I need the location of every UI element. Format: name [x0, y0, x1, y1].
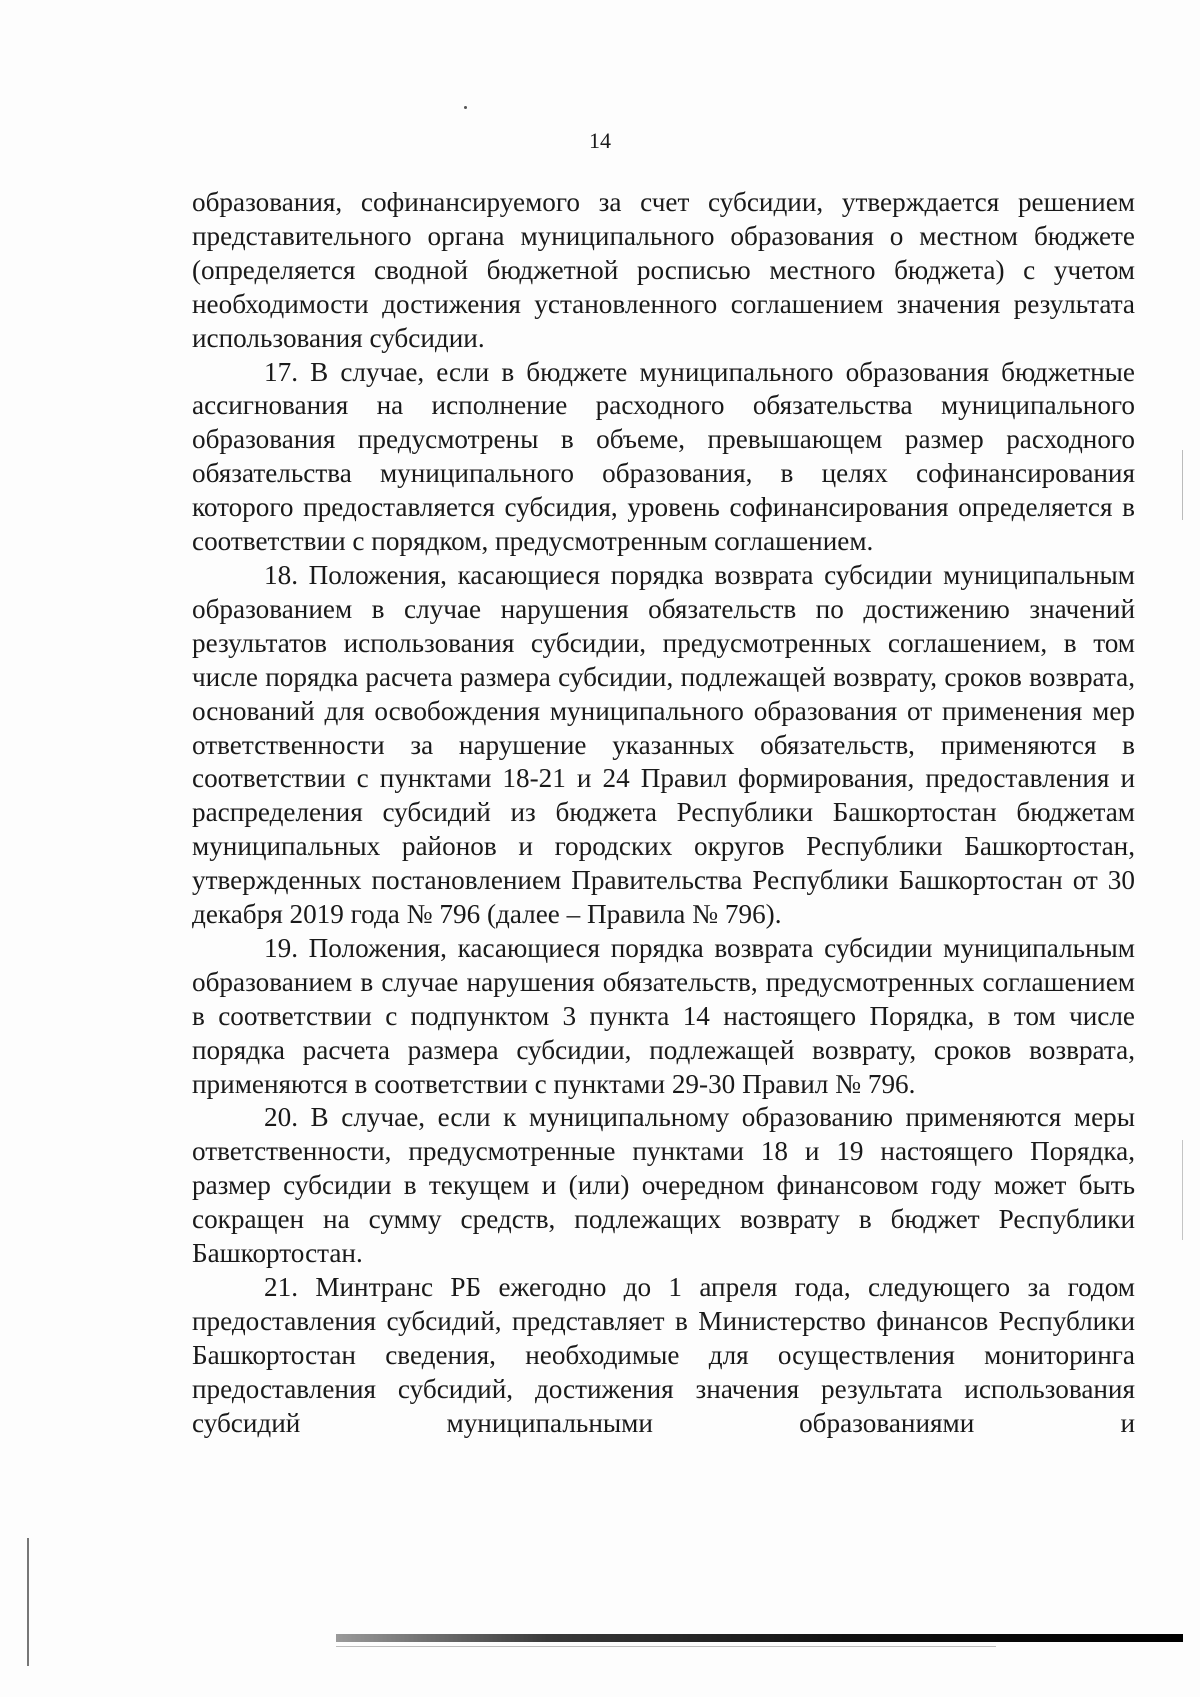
- scan-bottom-line: [336, 1646, 996, 1647]
- scan-edge-line: [1182, 1140, 1183, 1240]
- scan-edge-line: [1182, 450, 1183, 520]
- paragraph-20: 20. В случае, если к муниципальному образованию применяются меры ответственности, предусмотренные пунктами 18 и 19 настоящего Порядка, размер субсидии в текущем и (или) очередном финансовом году может быть сокращен на сумму средств, подлежащих возврату в бюджет Республики Башкортостан.: [192, 1102, 1135, 1269]
- document-body: [192, 186, 1135, 1441]
- paragraph-19: 19. Положения, касающиеся порядка возврата субсидии муниципальным образованием в случае нарушения обязательств, предусмотренных соглашением в соответствии с подпунктом 3 пункта 14 настоящего Порядка, в том числе порядка расчета размера субсидии, подлежащей возврату, сроков возврата, применяются в соответствии с пунктами 29-30 Правил № 796.: [192, 932, 1135, 1099]
- scan-bottom-bar: [336, 1634, 1183, 1642]
- paragraph-continuation: образования, софинансируемого за счет субсидии, утверждается решением представительного органа муниципального образования о местном бюджете (определяется сводной бюджетной росписью местного бюджета) с учетом необходимости достижения установленного соглашением значения результата использования субсидии.: [192, 187, 1135, 353]
- scan-edge-line: [27, 1538, 29, 1666]
- scan-artifact-dot: [464, 106, 467, 109]
- paragraph-21: 21. Минтранс РБ ежегодно до 1 апреля года, следующего за годом предоставления субсидий, представляет в Министерство финансов Республики Башкортостан сведения, необходимые для осуществления мониторинга предоставления субсидий, достижения значения результата использования субсидий муниципальными образованиями и: [192, 1272, 1135, 1438]
- paragraph-17: 17. В случае, если в бюджете муниципального образования бюджетные ассигнования на исполнение расходного обязательства муниципального образования предусмотрены в объеме, превышающем размер расходного обязательства муниципального образования, в целях софинансирования которого предоставляется субсидия, уровень софинансирования определяется в соответствии с порядком, предусмотренным соглашением.: [192, 356, 1135, 557]
- page-number: 14: [589, 128, 611, 153]
- paragraph-18: 18. Положения, касающиеся порядка возврата субсидии муниципальным образованием в случае нарушения обязательств по достижению значений результатов использования субсидии, предусмотренных соглашением, в том числе порядка расчета размера субсидии, подлежащей возврату, сроков возврата, оснований для освобождения муниципального образования от применения мер ответственности за нарушение указанных обязательств, применяются в соответствии с пунктами 18-21 и 24 Правил формирования, предоставления и распределения субсидий из бюджета Республики Башкортостан бюджетам муниципальных районов и городских округов Республики Башкортостан, утвержденных постановлением Правительства Республики Башкортостан от 30 декабря 2019 года № 796 (далее – Правила № 796).: [192, 559, 1135, 930]
